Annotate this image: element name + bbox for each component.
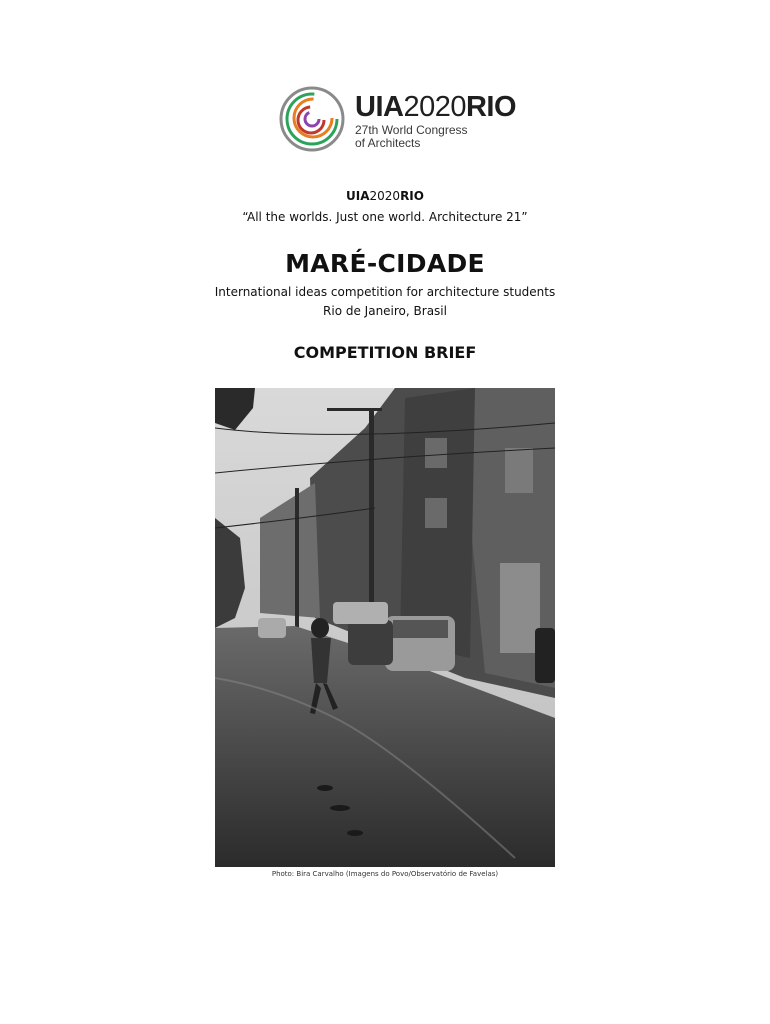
logo-rings-icon xyxy=(279,86,345,152)
logo-title-rio: RIO xyxy=(465,91,517,123)
org-name-year: 2020 xyxy=(369,189,401,203)
description-line2: Rio de Janeiro, Brasil xyxy=(323,304,447,318)
logo-subtitle-line1: 27th World Congress xyxy=(355,123,468,137)
street-photo-image xyxy=(215,388,555,867)
org-name-uia: UIA xyxy=(346,189,370,203)
street-photo xyxy=(215,388,555,867)
photo-caption: Photo: Bira Carvalho (Imagens do Povo/Observatório de Favelas) xyxy=(271,870,499,878)
org-name xyxy=(0,189,770,203)
logo-subtitle-line2: of Architects xyxy=(355,136,421,150)
logo-title-year: 2020 xyxy=(403,91,466,123)
uia2020rio-logo xyxy=(279,86,517,154)
logo-title xyxy=(355,92,516,122)
section-title: COMPETITION BRIEF xyxy=(293,343,477,362)
description-line1: International ideas competition for architecture students xyxy=(214,285,556,299)
document-title: MARÉ-CIDADE xyxy=(285,249,485,278)
logo-text xyxy=(355,92,516,150)
logo-title-uia: UIA xyxy=(355,91,404,123)
motto: “All the worlds. Just one world. Architecture 21” xyxy=(242,210,528,224)
org-name-rio: RIO xyxy=(400,189,424,203)
